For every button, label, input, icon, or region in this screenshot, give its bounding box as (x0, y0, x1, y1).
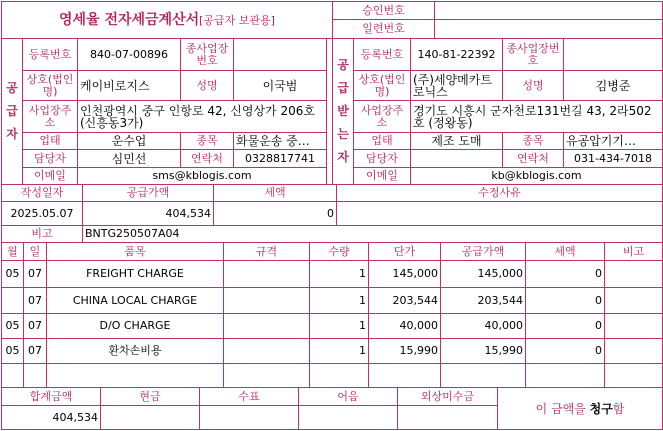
buyer-rep-label: 성명 (503, 71, 564, 101)
supplier-biz-item-label: 종목 (181, 133, 234, 150)
item-name: CHINA LOCAL CHARGE (47, 288, 224, 314)
item-qty: 1 (310, 314, 369, 339)
supplier-name-label: 상호(법인명) (23, 71, 78, 101)
item-price: 145,000 (369, 261, 441, 288)
buyer-contact-label: 담당자 (354, 150, 411, 168)
item-tax: 0 (526, 261, 605, 288)
item-note (605, 288, 663, 314)
col-qty: 수량 (310, 243, 369, 261)
remark-value: BNTG250507A04 (83, 226, 663, 243)
col-day: 일 (24, 243, 47, 261)
supplier-reg-no: 840-07-00896 (78, 39, 181, 71)
reason-label: 수정사유 (337, 185, 663, 202)
supplier-branch-no (234, 39, 327, 71)
item-name: FREIGHT CHARGE (47, 261, 224, 288)
promissory-note-amount (299, 406, 398, 430)
item-supply: 40,000 (441, 314, 526, 339)
buyer-phone: 031-434-7018 (564, 150, 663, 168)
check-amount (200, 406, 299, 430)
supplier-addr-label: 사업장주소 (23, 101, 78, 133)
total-amount: 404,534 (2, 406, 101, 430)
table-row (2, 261, 663, 288)
buyer-branch-label: 종사업장번호 (503, 39, 564, 71)
supplier-rep: 이국범 (234, 71, 327, 101)
supplier-contact: 심민선 (78, 150, 181, 168)
buyer-contact (411, 150, 503, 168)
supplier-biz-item: 화물운송 중… (234, 133, 327, 150)
buyer-biz-item: 유공압기기… (564, 133, 663, 150)
buyer-email: kb@kblogis.com (411, 168, 663, 185)
item-day: 07 (24, 314, 47, 339)
invoice-title: 영세율 전자세금계산서[공급자 보관용] (2, 2, 333, 39)
item-supply: 15,990 (441, 339, 526, 364)
totals-section (1, 387, 663, 430)
buyer-biz-type: 제조 도매 (411, 133, 503, 150)
supplier-email-label: 이메일 (23, 168, 78, 185)
item-name: 환차손비용 (47, 339, 224, 364)
item-day: 07 (24, 339, 47, 364)
item-spec (224, 288, 310, 314)
supplier-biz-type-label: 업태 (23, 133, 78, 150)
buyer-addr: 경기도 시흥시 군자천로131번길 43, 2라502호 (정왕동) (411, 101, 663, 133)
item-tax: 0 (526, 314, 605, 339)
col-supply: 공급가액 (441, 243, 526, 261)
items-table (1, 242, 663, 388)
supplier-addr: 인천광역시 중구 인항로 42, 신영상가 206호 (신흥동3가) (78, 101, 327, 133)
credit-amount (398, 406, 498, 430)
item-tax: 0 (526, 339, 605, 364)
item-month: 05 (2, 261, 24, 288)
item-supply: 145,000 (441, 261, 526, 288)
item-month: 05 (2, 314, 24, 339)
buyer-reg-label: 등록번호 (354, 39, 411, 71)
table-row (2, 339, 663, 364)
summary-section (1, 184, 663, 243)
item-supply: 203,544 (441, 288, 526, 314)
buyer-biz-item-label: 종목 (503, 133, 564, 150)
supplier-rep-label: 성명 (181, 71, 234, 101)
buyer-reg-no: 140-81-22392 (411, 39, 503, 71)
buyer-name-label: 상호(법인명) (354, 71, 411, 101)
col-tax: 세액 (526, 243, 605, 261)
item-qty: 1 (310, 339, 369, 364)
table-row (2, 288, 663, 314)
item-month (2, 288, 24, 314)
item-day: 07 (24, 288, 47, 314)
promissory-note-label: 어음 (299, 388, 398, 406)
buyer-biz-type-label: 업태 (354, 133, 411, 150)
date-label: 작성일자 (2, 185, 83, 202)
issue-date: 2025.05.07 (2, 202, 83, 226)
buyer-side-label: 공급받는자 (333, 39, 354, 185)
check-label: 수표 (200, 388, 299, 406)
supplier-branch-label: 종사업장번호 (181, 39, 234, 71)
item-price: 40,000 (369, 314, 441, 339)
supplier-contact-label: 담당자 (23, 150, 78, 168)
tax-amount-label: 세액 (214, 185, 337, 202)
item-spec (224, 314, 310, 339)
buyer-email-label: 이메일 (354, 168, 411, 185)
table-row-empty (2, 364, 663, 388)
item-spec (224, 339, 310, 364)
approval-number-label: 승인번호 (333, 2, 435, 20)
item-note (605, 261, 663, 288)
buyer-rep: 김병준 (564, 71, 663, 101)
item-spec (224, 261, 310, 288)
serial-number-label: 일련번호 (333, 20, 435, 39)
tax-amount: 0 (214, 202, 337, 226)
item-name: D/O CHARGE (47, 314, 224, 339)
item-tax: 0 (526, 288, 605, 314)
table-row (2, 314, 663, 339)
supplier-biz-type: 운수업 (78, 133, 181, 150)
claim-statement: 이 금액을 청구함 (498, 388, 663, 430)
tax-invoice (1, 1, 662, 429)
serial-number-value (435, 20, 663, 39)
supply-amount-label: 공급가액 (83, 185, 214, 202)
item-qty: 1 (310, 288, 369, 314)
col-note: 비고 (605, 243, 663, 261)
item-price: 203,544 (369, 288, 441, 314)
total-label: 합계금액 (2, 388, 101, 406)
col-item: 품목 (47, 243, 224, 261)
buyer-branch-no (564, 39, 663, 71)
cash-label: 현금 (101, 388, 200, 406)
credit-label: 외상미수금 (398, 388, 498, 406)
buyer-name: (주)세양메카트로닉스 (411, 71, 503, 101)
reason-value (337, 202, 663, 226)
supply-amount: 404,534 (83, 202, 214, 226)
buyer-addr-label: 사업장주소 (354, 101, 411, 133)
items-header-row (2, 243, 663, 261)
supplier-side-label: 공급자 (2, 39, 23, 185)
col-spec: 규격 (224, 243, 310, 261)
supplier-email: sms@kblogis.com (78, 168, 327, 185)
item-qty: 1 (310, 261, 369, 288)
col-price: 단가 (369, 243, 441, 261)
supplier-name: 케이비로지스 (78, 71, 181, 101)
item-note (605, 314, 663, 339)
item-price: 15,990 (369, 339, 441, 364)
supplier-phone: 0328817741 (234, 150, 327, 168)
col-month: 월 (2, 243, 24, 261)
supplier-reg-label: 등록번호 (23, 39, 78, 71)
remark-label: 비고 (2, 226, 83, 243)
item-note (605, 339, 663, 364)
invoice-header (1, 1, 663, 39)
cash-amount (101, 406, 200, 430)
item-month: 05 (2, 339, 24, 364)
supplier-phone-label: 연락처 (181, 150, 234, 168)
approval-number-value (435, 2, 663, 20)
item-day: 07 (24, 261, 47, 288)
party-section (1, 38, 663, 185)
buyer-phone-label: 연락처 (503, 150, 564, 168)
